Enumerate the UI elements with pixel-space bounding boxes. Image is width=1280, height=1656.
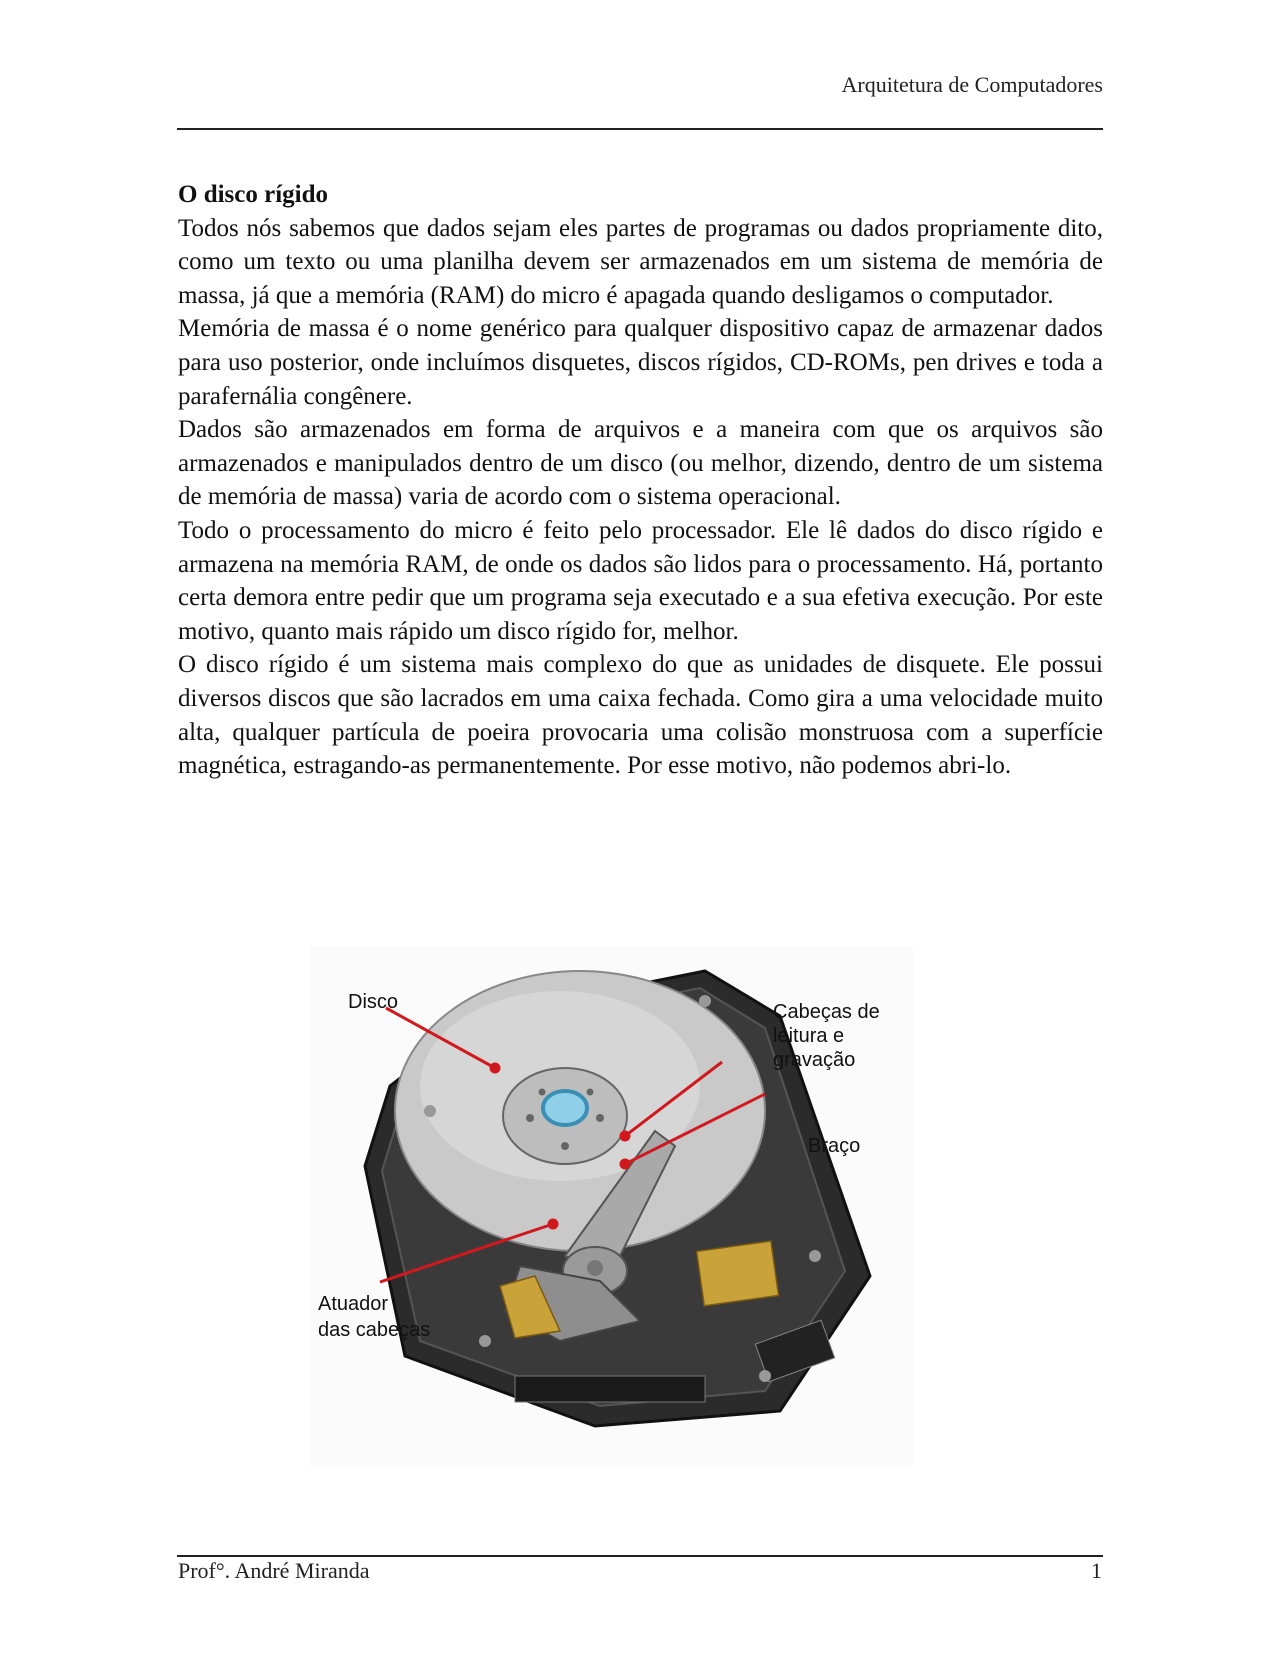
gold-flex-right (697, 1241, 779, 1306)
spindle-ring (543, 1091, 587, 1125)
paragraph-1: Todos nós sabemos que dados sejam eles partes de programas ou dados propriamente dito, como um texto ou uma planilha devem ser armazenados em um sistema de memória de massa, já que a memória (RAM) do micro é apagada quando desligamos o computador. (178, 214, 1103, 309)
paragraph-5: O disco rígido é um sistema mais complexo do que as unidades de disquete. Ele possui diversos discos que são lacrados em uma caixa fechada. Como gira a uma velocidade muito alta, qualquer partícula de poeira provocaria uma colisão monstruosa com a superfície magnética, estragando-as permanentemente. Por esse motivo, não podemos abri-lo. (178, 651, 1103, 780)
ide-connector (515, 1376, 705, 1402)
header-divider (177, 128, 1103, 130)
page-number: 1 (1091, 1558, 1102, 1583)
main-content (178, 178, 1103, 783)
label-cabecas-3: gravação (773, 1049, 856, 1071)
hard-disk-figure (310, 946, 913, 1467)
footer-divider (177, 1555, 1103, 1557)
label-braco: Braço (808, 1135, 861, 1157)
paragraph-3: Dados são armazenados em forma de arquivos e a maneira com que os arquivos são armazenados e manipulados dentro de um disco (ou melhor, dizendo, dentro de um sistema de memória de massa) varia de acordo com o sistema operacional. (178, 416, 1103, 511)
paragraph-4: Todo o processamento do micro é feito pelo processador. Ele lê dados do disco rígido e armazena na memória RAM, de onde os dados são lidos para o processamento. Há, portanto certa demora entre pedir que um programa seja executado e a sua efetiva execução. Por este motivo, quanto mais rápido um disco rígido for, melhor. (178, 516, 1103, 645)
label-atuador-1: Atuador (318, 1293, 389, 1315)
footer-author: Prof°. André Miranda (178, 1558, 370, 1583)
label-disco: Disco (348, 991, 399, 1013)
hard-disk-illustration (310, 946, 913, 1467)
section-heading: O disco rígido (178, 181, 329, 208)
label-cabecas-1: Cabeças de (773, 1001, 880, 1023)
label-atuador-2: das cabeças (318, 1319, 431, 1341)
paragraph-2: Memória de massa é o nome genérico para qualquer dispositivo capaz de armazenar dados para uso posterior, onde incluímos disquetes, discos rígidos, CD-ROMs, pen drives e toda a parafernália congênere. (178, 315, 1103, 410)
running-header: Arquitetura de Computadores (841, 72, 1103, 97)
label-cabecas-2: leitura e (773, 1025, 845, 1047)
